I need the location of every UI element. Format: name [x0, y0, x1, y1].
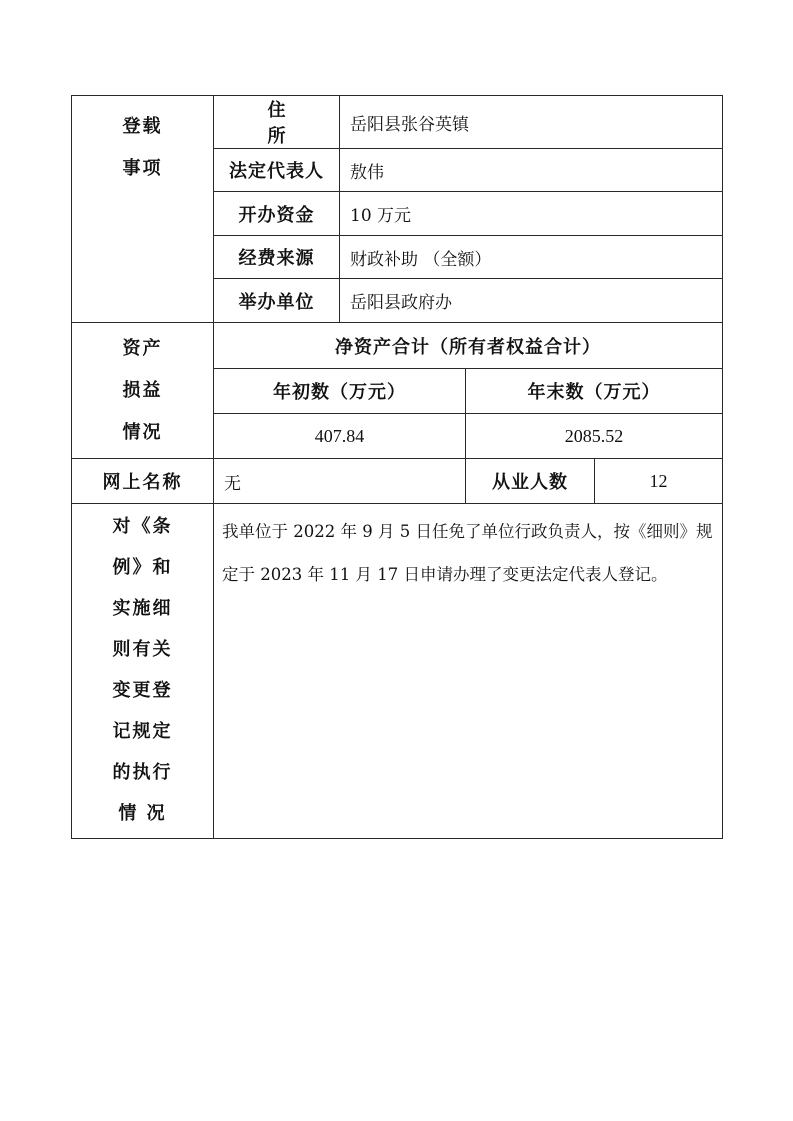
field-value-registered-capital: 10 万元: [340, 192, 723, 236]
section-label-line: 事项: [122, 158, 163, 179]
section-label-line: 资产: [122, 337, 163, 359]
section-label-line: 情况: [122, 421, 163, 443]
section-label-line: 对《条: [112, 516, 173, 537]
begin-of-year-label: 年初数（万元）: [214, 369, 466, 414]
end-of-year-value: 2085.52: [466, 414, 723, 459]
field-label-funding-source: 经费来源: [214, 236, 340, 279]
field-value-address: 岳阳县张谷英镇: [340, 96, 723, 149]
section-label-line: 情 况: [118, 803, 167, 824]
online-name-value: 无: [214, 459, 466, 504]
row-net-assets-heading: [72, 323, 723, 369]
section-label-line: 变更登: [112, 680, 173, 701]
field-value-legal-representative: 敖伟: [340, 149, 723, 192]
section-label-line: 例》和: [112, 557, 173, 578]
section-label-line: 实施细: [112, 598, 173, 619]
field-label-address: 住所: [214, 96, 340, 149]
section-label-line: 记规定: [112, 721, 173, 742]
section-label-line: 则有关: [112, 639, 173, 660]
section-label-line: 损益: [122, 379, 163, 401]
row-compliance: [72, 504, 723, 839]
section-label-line: 的执行: [112, 762, 173, 783]
field-value-funding-source: 财政补助 （全额）: [340, 236, 723, 279]
row-online-name: [72, 459, 723, 504]
field-label-registered-capital: 开办资金: [214, 192, 340, 236]
field-value-sponsor-unit: 岳阳县政府办: [340, 279, 723, 323]
end-of-year-label: 年末数（万元）: [466, 369, 723, 414]
section-label-assets: [72, 323, 214, 459]
row-address: [72, 96, 723, 149]
begin-of-year-value: 407.84: [214, 414, 466, 459]
registration-form-table: [71, 95, 723, 839]
section-label-registration: [72, 96, 214, 323]
compliance-description: 我单位于 2022 年 9 月 5 日任免了单位行政负责人，按《细则》规定于 2023 年 11 月 17 日申请办理了变更法定代表人登记。: [214, 504, 723, 839]
field-label-legal-representative: 法定代表人: [214, 149, 340, 192]
online-name-label: 网上名称: [72, 459, 214, 504]
section-label-line: 登载: [122, 116, 163, 137]
net-assets-heading: 净资产合计（所有者权益合计）: [214, 323, 723, 369]
field-label-sponsor-unit: 举办单位: [214, 279, 340, 323]
staff-count-label: 从业人数: [466, 459, 595, 504]
section-label-compliance: [72, 504, 214, 839]
staff-count-value: 12: [595, 459, 723, 504]
